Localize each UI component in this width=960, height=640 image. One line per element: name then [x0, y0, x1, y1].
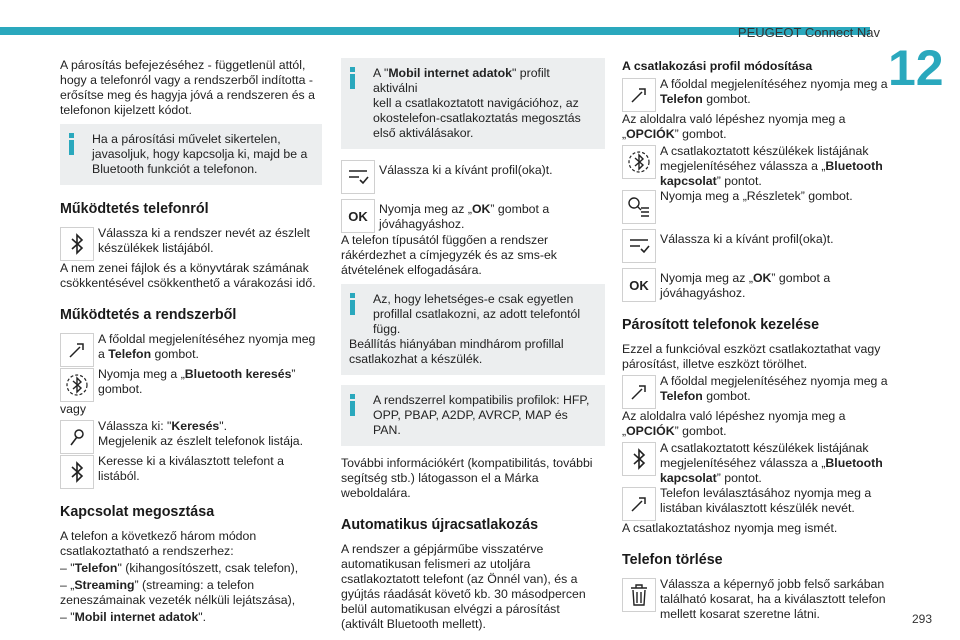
column-3	[622, 58, 890, 622]
info-box: A "Mobil internet adatok" profilt aktiválni kell a csatlakoztatott navigációhoz, az okostelefon-csatlakoztatás megosztás első aktiválásakor.	[341, 58, 605, 149]
details-icon	[622, 190, 656, 224]
bluetooth-search-icon	[60, 368, 94, 402]
pairing-intro: A párosítás befejezéséhez - függetlenül attól, hogy a telefonról vagy a rendszerből indította - erősítse meg és hagyja jóvá a rendszeren és a telefonon kijelzett kódot.	[60, 58, 315, 117]
step: Nyomja meg a „Részletek” gombot.	[622, 189, 890, 223]
or-label: vagy	[60, 402, 86, 416]
finger-tap-icon	[622, 375, 656, 409]
step: OK Nyomja meg az „OK” gombot a jóváhagyáshoz.	[341, 198, 605, 232]
column-1	[60, 58, 322, 627]
step: Válassza ki a kívánt profil(oka)t.	[622, 228, 890, 262]
step: OK Nyomja meg az „OK” gombot a jóváhagyáshoz.	[622, 267, 890, 301]
step: A főoldal megjelenítéséhez nyomja meg a Telefon gombot.	[622, 374, 890, 408]
step: A főoldal megjelenítéséhez nyomja meg a Telefon gombot.	[622, 77, 890, 111]
step: Telefon leválasztásához nyomja meg a listában kiválasztott készülék nevét.	[622, 486, 890, 520]
step: A főoldal megjelenítéséhez nyomja meg a Telefon gombot.	[60, 332, 322, 366]
step: Válassza ki: "Keresés". Megjelenik az észlelt telefonok listája.	[60, 419, 322, 453]
connect-note: A csatlakoztatáshoz nyomja meg ismét.	[622, 521, 838, 535]
bluetooth-icon	[60, 455, 94, 489]
info-icon	[349, 293, 357, 315]
type-note: A telefon típusától függően a rendszer rákérdezhet a címjegyzék és az sms-ek átvételének elfogadására.	[341, 233, 557, 277]
info-text: javasoljuk, hogy kapcsolja ki, majd be a Bluetooth funkciót a telefonon.	[92, 147, 308, 176]
info-icon	[349, 67, 357, 89]
options-note: Az aloldalra való lépéshez nyomja meg a „OPCIÓK” gombot.	[622, 112, 846, 141]
step: Válassza a képernyő jobb felső sarkában található kosarat, ha a kiválasztott telefon mellett kosarat szeretne látni.	[622, 577, 890, 622]
section-heading-profile: A csatlakozási profil módosítása	[622, 59, 813, 73]
checklist-icon	[341, 160, 375, 194]
finger-tap-icon	[622, 78, 656, 112]
ok-icon: OK	[341, 199, 375, 233]
info-icon	[68, 133, 76, 155]
share-item: – "Telefon" (kihangosítószett, csak telefon),	[60, 561, 299, 575]
header-title: PEUGEOT Connect Nav	[737, 25, 880, 40]
step: Válassza ki a rendszer nevét az észlelt készülékek listájából.	[60, 226, 322, 260]
section-heading-system: Működtetés a rendszerből	[60, 307, 237, 323]
section-heading-reconnect: Automatikus újracsatlakozás	[341, 517, 539, 533]
section-heading-delete: Telefon törlése	[622, 552, 723, 568]
bluetooth-icon	[622, 442, 656, 476]
reconnect-text: A rendszer a gépjárműbe visszatérve automatikusan felismeri az utoljára csatlakoztatott telefont (az Önnél van), és a gyújtás ráadását követő kb. 30 másodpercen belül automatikusan elvégzi a párosítást (aktivált Bluetooth mellett).	[341, 542, 586, 631]
chapter-number: 12	[888, 40, 944, 96]
ok-icon: OK	[622, 268, 656, 302]
step: A csatlakoztatott készülékek listájának megjelenítéséhez válassza a „Bluetooth kapcsolat” pontot.	[622, 441, 890, 486]
finger-tap-icon	[60, 333, 94, 367]
info-box: Ha a párosítási művelet sikertelen, javasoljuk, hogy kapcsolja ki, majd be a Bluetooth funkciót a telefonon.	[60, 124, 322, 185]
phone-note: A nem zenei fájlok és a könyvtárak számának csökkentésével csökkenthető a várakozási idő.	[60, 261, 316, 290]
section-heading-phone: Működtetés telefonról	[60, 201, 209, 217]
options-note: Az aloldalra való lépéshez nyomja meg a „OPCIÓK” gombot.	[622, 409, 846, 438]
bluetooth-search-icon	[622, 145, 656, 179]
checklist-icon	[622, 229, 656, 263]
column-2	[341, 58, 605, 634]
trash-icon	[622, 578, 656, 612]
step: A csatlakoztatott készülékek listájának megjelenítéséhez válassza a „Bluetooth kapcsolat” pontot.	[622, 144, 890, 189]
share-item: – „Streaming” (streaming: a telefon zeneszámainak vezeték nélküli lejátszása),	[60, 578, 296, 607]
step: Keresse ki a kiválasztott telefont a listából.	[60, 454, 322, 488]
tap-icon	[60, 420, 94, 454]
section-heading-share: Kapcsolat megosztása	[60, 504, 215, 520]
section-heading-manage: Párosított telefonok kezelése	[622, 317, 820, 333]
share-intro: A telefon a következő három módon csatlakoztatható a rendszerhez:	[60, 529, 257, 558]
more-info: További információkért (kompatibilitás, további segítség stb.) látogasson el a Márka weboldalára.	[341, 456, 593, 500]
info-icon	[349, 394, 357, 416]
step: Nyomja meg a „Bluetooth keresés” gombot.	[60, 367, 322, 401]
page-number: 293	[912, 612, 933, 626]
manage-intro: Ezzel a funkcióval eszközt csatlakoztathat vagy párosítást, illetve eszközt törölhet.	[622, 342, 881, 371]
share-item: – "Mobil internet adatok".	[60, 610, 207, 624]
finger-tap-icon	[622, 487, 656, 521]
step: Válassza ki a kívánt profil(oka)t.	[341, 159, 605, 193]
bluetooth-icon	[60, 227, 94, 261]
info-box: A rendszerrel kompatibilis profilok: HFP, OPP, PBAP, A2DP, AVRCP, MAP és PAN.	[341, 385, 605, 446]
info-box: Az, hogy lehetséges-e csak egyetlen profillal csatlakozni, az adott telefontól függ. Beállítás hiányában mindhárom profillal csatlakozhat a készülék.	[341, 284, 605, 375]
